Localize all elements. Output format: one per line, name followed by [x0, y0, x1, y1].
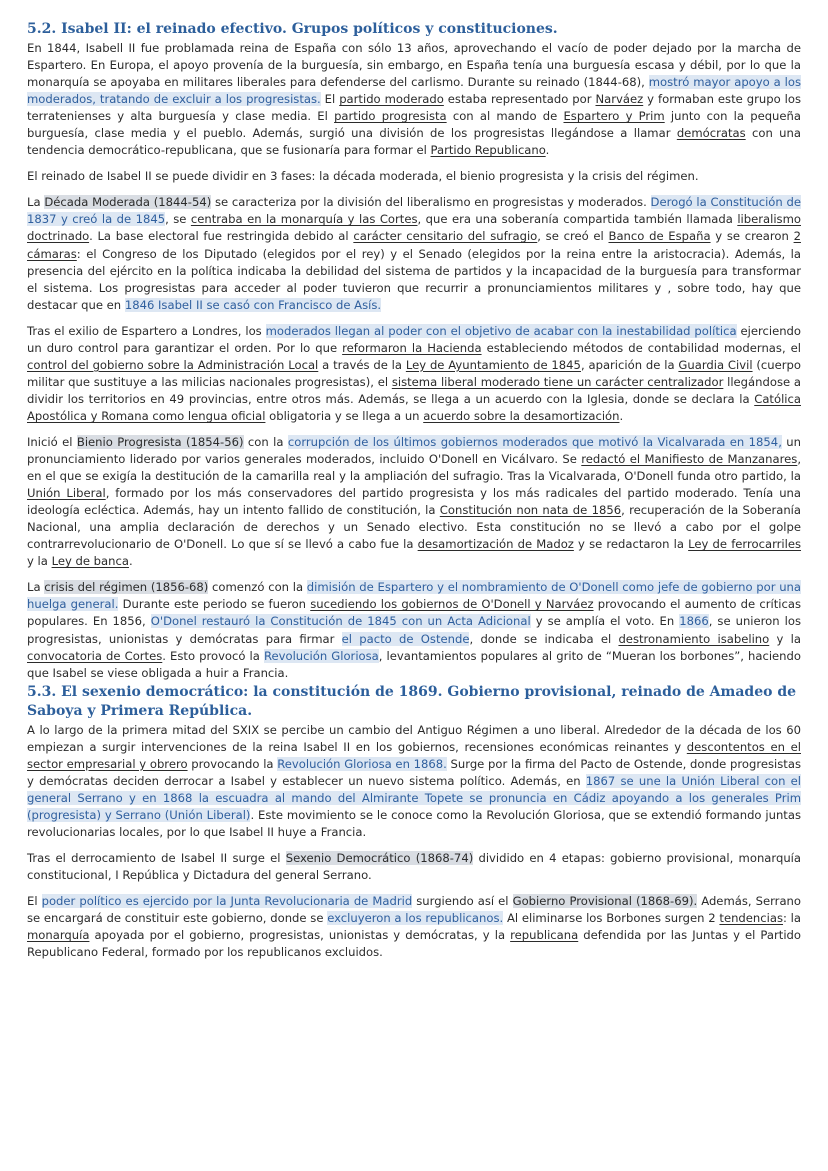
underlined-text: 2 cámaras [27, 229, 801, 261]
text-run: Además, Serrano se encargará de constituir este gobierno, donde se [27, 894, 801, 926]
highlighted-text: el pacto de Ostende [341, 631, 470, 646]
text-run: El [320, 92, 340, 107]
text-run: ejerciendo un duro control para garantizar el orden. Por lo que [27, 323, 802, 355]
text-run: provocando la [187, 756, 278, 771]
paragraph-bienio-progresista [27, 434, 801, 570]
text-run: , levantamientos populares al grito de “Mueran los borbones”, haciendo que Isabel se viese obligada a huir a Francia. [27, 648, 801, 680]
text-run: , recuperación de la Soberanía Nacional, una amplia declaración de derechos y un Senado electivo. Esta constitución no se llevó a cabo por el golpe contrarrevolucionario de O'Donell. Lo que sí se llevó a cabo fue la [27, 503, 801, 552]
text-run: . La base electoral fue restringida debido al [89, 229, 354, 244]
section-heading-5-3: 5.3. El sexenio democrático: la constitución de 1869. Gobierno provisional, reinado de Amadeo de Saboya y Primera República. [27, 683, 797, 719]
highlighted-text: 1866 [679, 614, 709, 629]
text-run: La [27, 195, 45, 210]
underlined-text: descontentos en el sector empresarial y obrero [27, 739, 801, 771]
text-run: junto con la pequeña burguesía, clase media y el pueblo. Además, surgió una división de los progresistas llegándose a llamar [27, 109, 801, 141]
paragraph-decada-moderada [27, 194, 801, 313]
text-run: con al mando de [446, 109, 564, 124]
highlighted-text: poder político es ejercido por la Junta Revolucionaria de Madrid [41, 894, 413, 909]
text-run: Tras el derrocamiento de Isabel II surge el [27, 850, 286, 865]
underlined-text: Católica Apostólica y Romana como lengua oficial [27, 391, 801, 423]
underlined-text: convocatoria de Cortes [27, 648, 163, 663]
text-run: llegándose a dividir los territorios en 49 provincias, entre otros más. Además, se llega a un acuerdo con la Iglesia, donde se declara la [27, 374, 801, 406]
text-run: y se crearon [710, 229, 794, 244]
text-run: . Esto provocó la [162, 648, 264, 663]
underlined-text: partido moderado [339, 92, 444, 107]
text-run: y la [769, 631, 801, 646]
underlined-text: control del gobierno sobre la Administración Local [27, 357, 319, 372]
text-run: provocando el aumento de críticas populares. En 1856, [27, 597, 801, 629]
underlined-text: Narváez [595, 92, 644, 107]
paragraph-gobierno-provisional [27, 893, 801, 961]
paragraph-crisis-regimen [27, 579, 801, 681]
underlined-text: Guardia Civil [678, 357, 753, 372]
underlined-text: Ley de banca [51, 554, 129, 569]
text-run: , se creó el [537, 229, 609, 244]
underlined-text: acuerdo sobre la desamortización [423, 408, 620, 423]
highlighted-text: O'Donel restauró la Constitución de 1845 con un Acta Adicional [150, 614, 531, 629]
text-run: (cuerpo militar que sustituye a las milicias nacionales progresistas), el [27, 357, 801, 389]
underlined-text: demócratas [676, 126, 746, 141]
highlighted-text: Bienio Progresista (1854-56) [76, 434, 244, 449]
text-run: defendida por las Juntas y el Partido Republicano Federal, formado por los republicanos excluidos. [27, 928, 801, 960]
text-run: se caracteriza por la división del liberalismo en progresistas y moderados. [211, 195, 651, 210]
text-run: obligatoria y se llega a un [265, 408, 424, 423]
highlighted-text: Sexenio Democrático (1868-74) [285, 850, 474, 865]
underlined-text: partido progresista [334, 109, 447, 124]
paragraph-sexenio-etapas [27, 850, 801, 884]
underlined-text: liberalismo doctrinado [27, 212, 801, 244]
highlighted-text: dimisión de Espartero y el nombramiento de O'Donell como jefe de gobierno por una huelga general. [27, 580, 802, 612]
underlined-text: sistema liberal moderado tiene un carácter centralizador [391, 374, 724, 389]
underlined-text: sucediendo los gobiernos de O'Donell y Narváez [310, 597, 594, 612]
text-run: estaba representado por [443, 92, 596, 107]
underlined-text: desamortización de Madoz [417, 537, 574, 552]
highlighted-text: Derogó la Constitución de 1837 y creó la de 1845 [27, 195, 801, 227]
underlined-text: monarquía [27, 928, 90, 943]
text-run: y la [27, 554, 52, 569]
text-run: a través de la [318, 357, 406, 372]
text-run: Durante este periodo se fueron [118, 597, 311, 612]
text-run: un pronunciamiento liderado por varios generales moderados, incluido O'Donell en Vicálvaro. Se [27, 434, 801, 467]
underlined-text: Banco de España [608, 229, 711, 244]
highlighted-text: moderados llegan al poder con el objetivo de acabar con la inestabilidad política [265, 323, 737, 338]
text-run: con la [243, 434, 288, 449]
text-run: En 1844, Isabell II fue problamada reina de España con sólo 13 años, aprovechando el vacío de poder dejado por la marcha de Espartero. En Europa, el apoyo provenía de la burguesía, sin embargo, en España tenía una burguesía escasa y débil, por lo que la monarquía se apoyaba en militares liberales para defenderse del carlismo. Durante su reinado (1844-68), [27, 41, 801, 90]
text-run: y se amplía el voto. En [530, 614, 680, 629]
text-run: , donde se indicaba el [469, 631, 619, 646]
text-run: estableciendo métodos de contabilidad modernas, el [481, 340, 801, 355]
text-run: , en el que se exigía la destitución de la camarilla real y la ampliación del sufragio. Tras la Vicalvarada, O'Donell funda otro partido, la [27, 452, 801, 484]
underlined-text: Constitución non nata de 1856 [439, 503, 622, 518]
highlighted-text: corrupción de los últimos gobiernos moderados que motivó la Vicalvarada en 1854, [287, 434, 782, 449]
paragraph-sexenio-intro [27, 722, 801, 841]
underlined-text: redactó el Manifiesto de Manzanares [581, 452, 798, 467]
text-run: dividido en 4 etapas: gobierno provisional, monarquía constitucional, I República y Dictadura del general Serrano. [27, 850, 801, 883]
text-run: apoyada por el gobierno, progresistas, unionistas y demócratas, y la [89, 928, 511, 943]
text-run: : la [783, 911, 801, 926]
underlined-text: centraba en la monarquía y las Cortes [190, 212, 418, 227]
underlined-text: Unión Liberal [27, 486, 106, 501]
section-heading-5-2: 5.2. Isabel II: el reinado efectivo. Grupos políticos y constituciones. [27, 21, 558, 37]
text-run: , se unieron los progresistas, unionistas y demócratas para firmar [27, 614, 801, 646]
underlined-text: Ley de ferrocarriles [688, 537, 802, 552]
text-run: . [545, 143, 550, 158]
text-run: y formaban este grupo los terratenienses y alta burguesía y clase media. El [27, 92, 801, 124]
underlined-text: reformaron la Hacienda [342, 340, 482, 355]
text-run: . [619, 408, 624, 423]
text-run: La [27, 580, 45, 595]
text-run: Tras el exilio de Espartero a Londres, los [27, 323, 266, 338]
underlined-text: tendencias [719, 911, 784, 926]
highlighted-text: Revolución Gloriosa en 1868. [277, 756, 447, 771]
text-run: . Este movimiento se le conoce como la Revolución Gloriosa, que se extendió formando juntas revolucionarias locales, por lo que Isabel II huye a Francia. [27, 807, 801, 839]
text-run: Surge por la firma del Pacto de Ostende, donde progresistas y demócratas deciden derrocar a Isabel y establecer un nuevo sistema político. Además, en [27, 756, 801, 788]
highlighted-text: mostró mayor apoyo a los moderados, tratando de excluir a los progresistas. [27, 75, 801, 107]
paragraph-moderados-poder [27, 323, 801, 425]
text-run: comenzó con la [208, 580, 307, 595]
text-run: , se [165, 212, 191, 227]
text-run: y se redactaron la [573, 537, 689, 552]
text-run: surgiendo así el [412, 894, 513, 909]
highlighted-text: 1846 Isabel II se casó con Francisco de Asís. [124, 297, 382, 312]
text-run: A lo largo de la primera mitad del SXIX se percibe un cambio del Antiguo Régimen a uno liberal. Alrededor de la década de los 60 empiezan a surgir intervenciones de la reina Isabel II en los gobiernos, recensiones económicas reinantes y [27, 722, 801, 754]
underlined-text: Partido Republicano [430, 143, 546, 158]
underlined-text: destronamiento isabelino [618, 631, 770, 646]
underlined-text: Ley de Ayuntamiento de 1845 [405, 357, 581, 372]
underlined-text: carácter censitario del sufragio [353, 229, 538, 244]
underlined-text: republicana [510, 928, 579, 943]
text-run: , aparición de la [580, 357, 679, 372]
text-run: , que era una soberanía compartida también llamada [417, 212, 738, 227]
paragraph-three-phases [27, 168, 801, 185]
highlighted-text: Década Moderada (1844-54) [44, 195, 212, 210]
highlighted-text: crisis del régimen (1856-68) [44, 580, 209, 595]
text-run: El [27, 894, 42, 909]
text-run: : el Congreso de los Diputado (elegidos por el rey) y el Senado (elegidos por la reina entre la aristocracia). Además, la presencia del ejército en la política indicaba la debilidad del sistema de partidos y la incapacidad de la burguesía para transformar el sistema. Los progresistas para acceder al poder tuvieron que recurrir a pronunciamientos militares y , sobre todo, hay que destacar que en [27, 246, 801, 312]
text-run: El reinado de Isabel II se puede dividir en 3 fases: la década moderada, el bienio progresista y la crisis del régimen. [27, 169, 699, 184]
highlighted-text: Gobierno Provisional (1868-69). [512, 894, 698, 909]
highlighted-text: excluyeron a los republicanos. [327, 911, 504, 926]
text-run: , formado por los más conservadores del partido progresista y los más radicales del partido moderado. Tenía una ideología ecléctica. Además, hay un intento fallido de constitución, la [27, 486, 801, 518]
text-run: Inició el [27, 434, 77, 449]
text-run: Al eliminarse los Borbones surgen 2 [503, 911, 720, 926]
highlighted-text: Revolución Gloriosa [263, 648, 379, 663]
paragraph-isabel-intro [27, 40, 801, 159]
text-run: con una tendencia democrático-republicana, que se fusionaría para formar el [27, 126, 801, 158]
text-run: . [128, 554, 133, 569]
highlighted-text: 1867 se une la Unión Liberal con el general Serrano y en 1868 la escuadra al mando del Almirante Topete se pronuncia en Cádiz apoyando a los generales Prim (progresista) y Serrano (Unión Liberal) [27, 773, 802, 822]
underlined-text: Espartero y Prim [563, 109, 665, 124]
